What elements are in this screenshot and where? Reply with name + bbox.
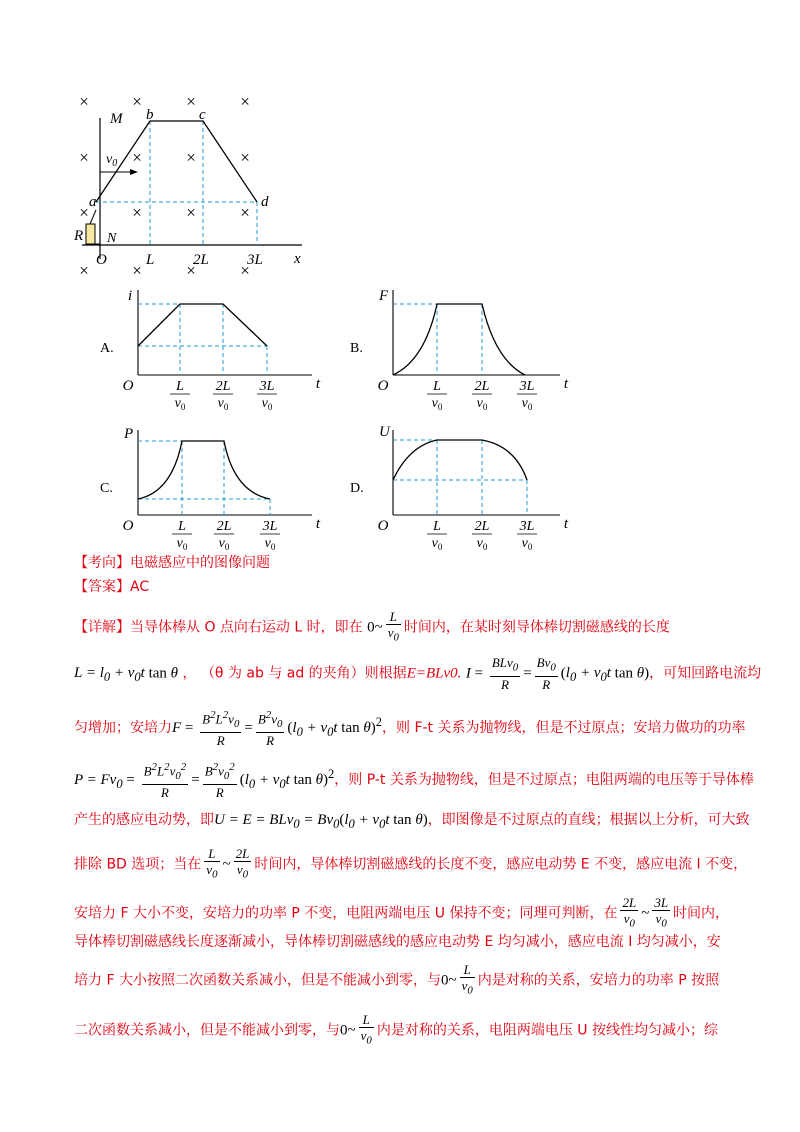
frac-l-v0: $\frac{L}{v_0}$ (387, 609, 399, 644)
velocity-label: $v_0$ (106, 152, 118, 169)
cross-mark: × (132, 148, 142, 167)
y-label-a: i (128, 288, 133, 304)
tick-denominator: $v_0$ (521, 536, 533, 550)
graph-c (100, 426, 312, 515)
cross-mark: × (79, 203, 89, 222)
answer-tag: 【答案】 (74, 579, 130, 595)
tick-denominator: $v_0$ (176, 536, 188, 550)
graph-a (100, 288, 312, 375)
tick-numerator: 3L (259, 379, 275, 394)
option-c-letter: C. (100, 481, 113, 496)
cross-mark: × (79, 261, 89, 280)
guide-lines (96, 121, 257, 245)
topic-text: 电磁感应中的图像问题 (130, 555, 270, 571)
topic-line (74, 553, 734, 573)
cross-mark: × (186, 203, 196, 222)
curve-d (393, 440, 527, 480)
option-d-letter: D. (350, 481, 364, 496)
cross-mark: × (79, 92, 89, 111)
label-a: a (89, 194, 97, 210)
tick-denominator: $v_0$ (261, 396, 273, 412)
t-axis-label: t (315, 516, 321, 532)
axis-label-x: x (294, 251, 301, 267)
option-a-letter: A. (100, 341, 114, 356)
label-d: d (261, 194, 269, 210)
tick-denominator: $v_0$ (174, 396, 186, 412)
answer-text: AC (130, 579, 150, 595)
cross-mark: × (186, 148, 196, 167)
y-label-b: F (379, 288, 389, 304)
tick-numerator: 3L (519, 519, 535, 534)
tick-numerator: 3L (262, 519, 278, 534)
tick-numerator: L (178, 519, 186, 534)
detail-line-8: 导体棒切割磁感线长度逐渐减小，导体棒切割磁感线的感应电动势 E 均匀减小，感应电流 I 均匀减小，安 (74, 934, 721, 950)
detail-line-5: 产生的感应电动势，即$U = E = BLv_0 = Bv_0(l_0 + v_0t$ tan θ)，即图像是不过原点的直线；根据以上分析，可大致 (74, 812, 750, 831)
origin-label: O (122, 378, 134, 394)
detail-line-7: 安培力 F 大小不变，安培力的功率 P 不变，电阻两端电压 U 保持不变；同理可判断，在 $\frac{2L}{v_0}$ ~ $\frac{3L}{v_0}$ 时间内， (74, 895, 730, 930)
cross-mark: × (132, 203, 142, 222)
tick-numerator: 3L (519, 379, 535, 394)
answer-line (74, 577, 734, 597)
curve-a (138, 304, 267, 346)
graph-tick-labels (123, 376, 569, 550)
y-label-d: U (379, 424, 390, 440)
tick-denominator: $v_0$ (217, 396, 229, 412)
cross-mark: × (240, 261, 250, 280)
label-b: b (146, 107, 154, 123)
tick-denominator: $v_0$ (218, 536, 230, 550)
cross-mark: × (79, 148, 89, 167)
tick-numerator: L (176, 379, 184, 394)
label-n: N (107, 231, 117, 246)
detail-line-4: $P = Fv_0$ = $\frac{B^2L^2v_0^2}{R}$ = $\frac{B^2v_0^2}{R}$ ($l_0 + v_0t$ tan θ)$^2$，则 P-t 关系为抛物线，但是不过原点；电阻两端的电压等于导体棒 (74, 761, 754, 800)
detail-line-10: 二次函数关系减小，但是不能减小到零，与0~ $\frac{L}{v_0}$ 内是对称的关系，电阻两端电压 U 按线性均匀减小；综 (74, 1012, 718, 1047)
tick-denominator: $v_0$ (431, 396, 443, 412)
resistor-icon (86, 224, 95, 244)
option-graphs (90, 280, 590, 550)
cross-mark: × (240, 148, 250, 167)
tick-denominator: $v_0$ (476, 536, 488, 550)
tick-denominator: $v_0$ (521, 396, 533, 412)
origin-label: O (377, 518, 389, 534)
detail-line-2: $L = l_0 + v_0t$ tan θ ， （θ 为 ab 与 ad 的夹角）则根据E=BLv0. I = $\frac{BLv_0}{R}$ = $\frac{Bv_0}{R}$ ($l_0 + v_0t$ tan θ)，可知回路电流均 (74, 655, 762, 692)
origin-label: O (377, 378, 389, 394)
option-b-letter: B. (350, 341, 363, 356)
label-r: R (74, 228, 84, 244)
trapezoid-rail (96, 121, 257, 202)
tick-numerator: 2L (215, 379, 231, 394)
cross-mark: × (186, 261, 196, 280)
label-o: O (96, 252, 107, 268)
tick-denominator: $v_0$ (264, 536, 276, 550)
detail-line-9: 培力 F 大小按照二次函数关系减小，但是不能减小到零，与0~ $\frac{L}{v_0}$ 内是对称的关系，安培力的功率 P 按照 (74, 962, 720, 997)
tick-numerator: L (433, 379, 441, 394)
tick-denominator: $v_0$ (431, 536, 443, 550)
origin-label: O (122, 518, 134, 534)
graph-b (350, 288, 560, 375)
y-label-c: P (124, 426, 134, 442)
t-axis-label: t (563, 376, 569, 392)
tick-l: L (146, 252, 155, 268)
label-m: M (110, 111, 123, 127)
t-axis-label: t (563, 516, 569, 532)
tick-3l: 3L (247, 252, 263, 268)
tick-numerator: 2L (216, 519, 232, 534)
detail-line-1: 【详解】当导体棒从 O 点向右运动 L 时，即在 0~ $\frac{L}{v_0}$ 时间内，在某时刻导体棒切割磁感线的长度 (74, 609, 670, 644)
curve-b (393, 304, 525, 375)
topic-tag: 【考向】 (74, 555, 130, 571)
cross-mark: × (132, 92, 142, 111)
label-c: c (199, 107, 206, 123)
tick-2l: 2L (193, 252, 209, 268)
detail-line-6: 排除 BD 选项；当在 $\frac{L}{v_0}$ ~ $\frac{2L}{v_0}$ 时间内，导体棒切割磁感线的长度不变，感应电动势 E 不变，感应电流 I 不变， (74, 846, 748, 881)
cross-mark: × (240, 92, 250, 111)
graph-d (350, 424, 560, 515)
cross-mark: × (132, 261, 142, 280)
tick-numerator: L (433, 519, 441, 534)
detail-line-3: 匀增加；安培力F = $\frac{B^2L^2v_0}{R}$ = $\frac{B^2v_0}{R}$ ($l_0 + v_0t$ tan θ)$^2$，则 F-t 关系为抛物线，但是不过原点；安培力做功的功率 (74, 709, 746, 748)
curve-c (138, 441, 270, 499)
tick-numerator: 2L (474, 519, 490, 534)
cross-mark: × (240, 203, 250, 222)
tick-numerator: 2L (474, 379, 490, 394)
tick-denominator: $v_0$ (476, 396, 488, 412)
cross-mark: × (186, 92, 196, 111)
t-axis-label: t (315, 376, 321, 392)
